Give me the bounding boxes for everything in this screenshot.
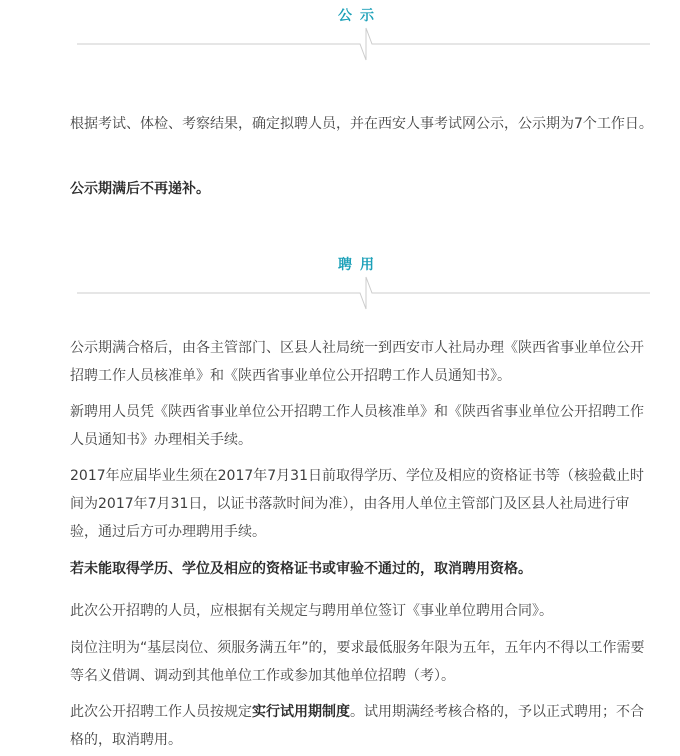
section-title-employment: 聘用 (338, 257, 382, 273)
probation-text-bold: 实行试用期制度 (252, 704, 350, 720)
paragraph-no-replacement: 公示期满后不再递补。 (70, 181, 210, 197)
probation-text-pre: 此次公开招聘工作人员按规定 (70, 704, 252, 720)
paragraph-contract: 此次公开招聘的人员，应根据有关规定与聘用单位签订《事业单位聘用合同》。 (70, 603, 553, 619)
section-divider (77, 273, 650, 313)
section-divider (77, 24, 650, 64)
paragraph-publicity-intro: 根据考试、体检、考察结果，确定拟聘人员，并在西安人事考试网公示，公示期为7个工作日。 (70, 116, 653, 132)
paragraph-graduate-requirements: 2017年应届毕业生须在2017年7月31日前取得学历、学位及相应的资格证书等（核验截止时间为2017年7月31日，以证书落款时间为准），由各用人单位主管部门及区县人社局进行审验，通过后方可办理聘用手续。 (70, 468, 644, 540)
section-title-publicity: 公示 (338, 8, 382, 24)
paragraph-disqualification: 若未能取得学历、学位及相应的资格证书或审验不通过的，取消聘用资格。 (70, 561, 532, 577)
paragraph-approval-process: 公示期满合格后，由各主管部门、区县人社局统一到西安市人社局办理《陕西省事业单位公开招聘工作人员核准单》和《陕西省事业单位公开招聘工作人员通知书》。 (70, 340, 644, 384)
probation-text-post: 。试用期满经考核合格的，予以正式聘用；不合格的，取消聘用。 (70, 704, 644, 748)
paragraph-new-hire-procedures: 新聘用人员凭《陕西省事业单位公开招聘工作人员核准单》和《陕西省事业单位公开招聘工作人员通知书》办理相关手续。 (70, 404, 644, 448)
paragraph-probation (70, 698, 654, 754)
paragraph-service-term: 岗位注明为“基层岗位、须服务满五年”的，要求最低服务年限为五年，五年内不得以工作需要等名义借调、调动到其他单位工作或参加其他单位招聘（考）。 (70, 640, 645, 684)
